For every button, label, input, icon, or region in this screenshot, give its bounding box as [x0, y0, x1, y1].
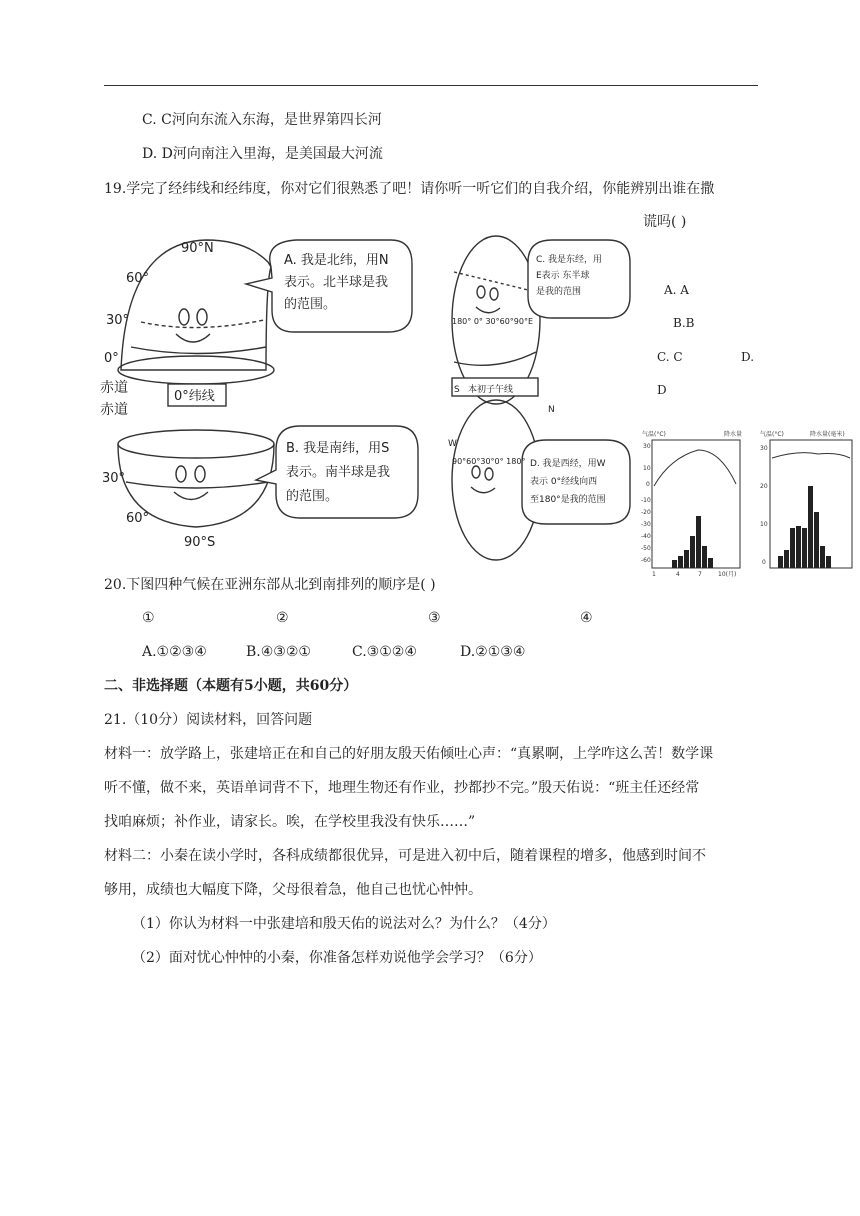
chart1-ytick-30: 30 [643, 443, 651, 450]
bubble-c-line3: 是我的范围 [536, 287, 582, 297]
chart1-ytick-m10: -10 [641, 497, 651, 504]
bubble-b-line3: 的范围。 [286, 489, 339, 504]
q20-option-b: B.④③②① [246, 644, 311, 660]
bubble-d-line3: 至180°是我的范围 [530, 495, 606, 505]
chart1-ytick-10: 10 [643, 465, 651, 472]
chart1-ytick-m20: -20 [641, 509, 651, 516]
q20-marker-1: ① [142, 610, 155, 626]
chart2-temp-label: 气温(°C) [760, 431, 784, 438]
q19-option-c: C. C [657, 350, 683, 364]
option-d-prev: D. D河向南注入里海，是美国最大河流 [142, 146, 383, 162]
climate-chart-2 [758, 428, 858, 578]
bubble-a-line1: A. 我是北纬，用N [284, 253, 389, 268]
chart1-xtick-7: 7 [698, 571, 702, 578]
q21-material1-line1: 材料一：放学路上，张建培正在和自己的好朋友殷天佑倾吐心声：“真累啊，上学咋这么苦！数学课 [104, 746, 714, 762]
header-rule [104, 85, 758, 86]
bubble-b-line2: 表示。南半球是我 [286, 465, 391, 480]
chart1-xtick-4: 4 [676, 571, 680, 578]
q20-marker-2: ② [276, 610, 289, 626]
chart1-ytick-0: 0 [646, 481, 650, 488]
q20-marker-4: ④ [580, 610, 593, 626]
q19-option-b: B.B [673, 316, 695, 330]
q21-material1-line2: 听不懂，做不来，英语单词背不下，地理生物还有作业，抄都抄不完。”殷天佑说：“班主任还经常 [104, 780, 700, 796]
q20-option-c: C.③①②④ [352, 644, 417, 660]
bubble-b-line1: B. 我是南纬，用S [286, 441, 390, 456]
section2-title: 二、非选择题（本题有5小题，共60分） [104, 678, 358, 694]
label-n: N [548, 405, 555, 415]
label-equator-2: 赤道 [100, 402, 128, 418]
chart1-temp-label: 气温(°C) [642, 431, 666, 438]
bubble-a-line3: 的范围。 [284, 297, 337, 312]
q21-material2-line2: 够用，成绩也大幅度下降，父母很着急，他自己也忧心忡忡。 [104, 882, 482, 898]
chart2-precip-label: 降水量(毫米) [810, 431, 845, 438]
bubble-d-line1: D. 我是西经，用W [530, 459, 606, 469]
west-ticks: 90°60°30°0° 180° [452, 457, 526, 466]
q21-stem: 21.（10分）阅读材料，回答问题 [104, 712, 313, 728]
option-c-prev: C. C河向东流入东海，是世界第四长河 [142, 112, 382, 128]
bubble-c-line2: E表示 东半球 [536, 271, 590, 281]
chart1-ytick-m50: -50 [641, 545, 651, 552]
chart1-precip-label: 降水量 [724, 431, 743, 438]
label-90s: 90°S [184, 535, 216, 550]
label-s: S [454, 385, 460, 395]
label-equator-1: 赤道 [100, 380, 128, 396]
q19-stem-line2: 谎吗( ) [643, 214, 687, 230]
q19-stem-line1: 19.学完了经纬线和经纬度，你对它们很熟悉了吧！请你听一听它们的自我介绍，你能辨别出谁在撒 [104, 181, 715, 197]
latitude-longitude-figure [96, 222, 636, 562]
bubble-a-line2: 表示。北半球是我 [284, 275, 389, 290]
climate-chart-1 [640, 428, 752, 578]
label-0-latitude: 0°纬线 [174, 389, 215, 404]
label-0: 0° [104, 351, 119, 366]
q21-material2-line1: 材料二：小秦在读小学时，各科成绩都很优异，可是进入初中后，随着课程的增多，他感到时间不 [104, 848, 706, 864]
chart1-xtick-1: 1 [652, 571, 656, 578]
chart1-ytick-m30: -30 [641, 521, 651, 528]
chart1-ytick-m60: -60 [641, 557, 651, 564]
label-30: 30° [106, 313, 130, 328]
q19-option-a: A. A [664, 283, 689, 297]
chart2-ytick-0: 0 [762, 559, 766, 566]
label-60-south: 60° [126, 511, 150, 526]
bubble-c-line1: C. 我是东经，用 [536, 255, 603, 265]
label-90n: 90°N [181, 241, 214, 256]
q20-option-a: A.①②③④ [142, 644, 207, 660]
q21-sub2: （2）面对忧心忡忡的小秦，你准备怎样劝说他学会学习？（6分） [132, 950, 542, 966]
chart2-ytick-30: 30 [760, 445, 768, 452]
q20-stem: 20.下图四种气候在亚洲东部从北到南排列的顺序是( ) [104, 577, 436, 593]
east-ticks: 180° 0° 30°60°90°E [452, 317, 534, 326]
q21-sub1: （1）你认为材料一中张建培和殷天佑的说法对么？为什么？（4分） [132, 916, 556, 932]
chart1-ytick-m40: -40 [641, 533, 651, 540]
q20-marker-3: ③ [428, 610, 441, 626]
label-w: W [448, 439, 457, 449]
label-60: 60° [126, 271, 150, 286]
label-30-south: 30° [102, 471, 126, 486]
q19-option-d-value: D [657, 383, 667, 397]
bubble-d-line2: 表示 0°经线向西 [530, 477, 598, 487]
q21-material1-line3: 找咱麻烦；补作业，请家长。唉，在学校里我没有快乐……” [104, 814, 476, 830]
q20-option-d: D.②①③④ [460, 644, 526, 660]
chart2-ytick-20: 20 [760, 483, 768, 490]
q19-option-d-letter: D. [741, 350, 755, 364]
chart1-xtick-10: 10(月) [718, 571, 737, 578]
prime-meridian-label: 本初子午线 [468, 385, 514, 395]
chart2-ytick-10: 10 [760, 521, 768, 528]
